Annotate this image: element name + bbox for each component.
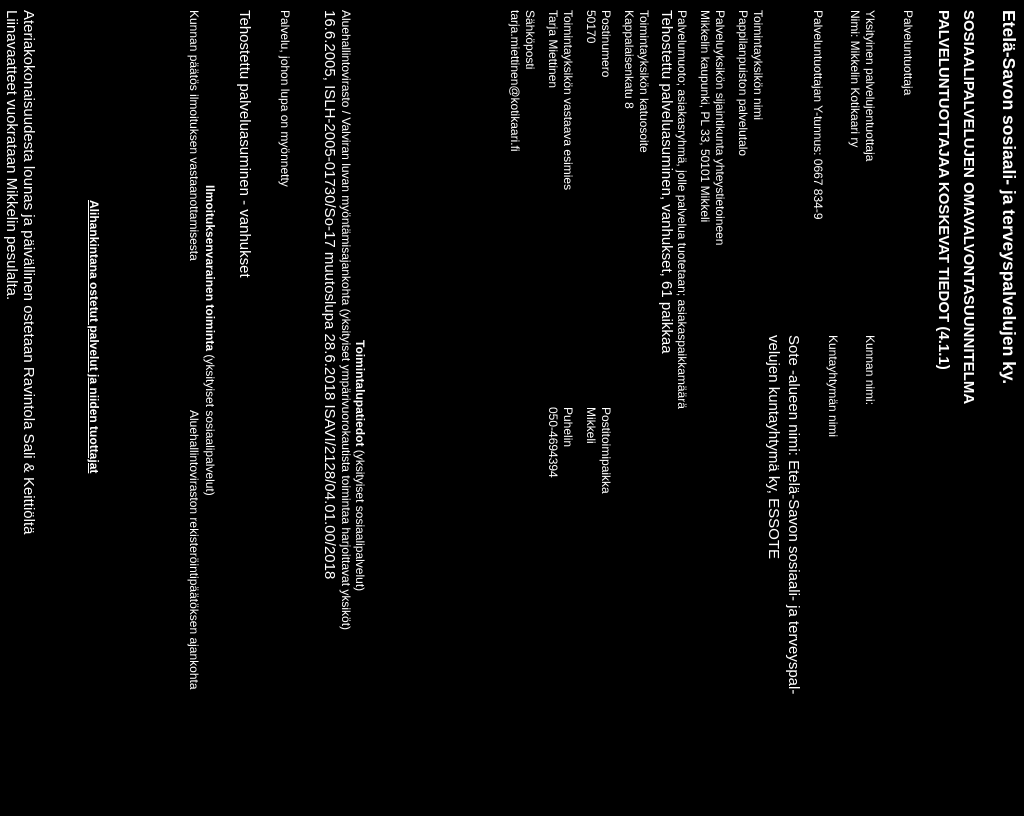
service-form-label: Palvelumuoto; asiakasryhmä, jolle palvelua tuotetaan; asiakaspaikkamäärä [675,10,689,409]
notification-heading-rest: (yksityiset sosiaalipalvelut) [203,351,217,496]
city-value: Mikkeli [584,407,598,444]
permit-heading-rest: (yksityiset sosiaalipalvelut) [353,446,367,592]
header-title: Etelä-Savon sosiaali- ja terveyspalvelujen ky. [999,10,1019,385]
consortium-label: Kuntayhtymän nimi [826,335,840,438]
provider-name: Nimi: Mikkelin Kotikaari ry [848,10,862,148]
permit-line-1: Aluehallintovirasto / Valviran luvan myöntämisajankohta (yksityiset ympärivuorokautista toimintaa harjoittavat yksiköt) [339,10,353,631]
permit-line-2: 16.6.2005, ISLH-2005-01730/So-17 muutoslupa 28.6.2018 ISAVI/2128/04.01.00/2018 [321,10,338,580]
postal-label: Postinumero [599,10,613,78]
manager-label: Toimintayksikön vastaava esimies [561,10,575,191]
location-label: Palveluyksikön sijaintikunta yhteystietoineen [713,10,727,246]
city-label: Postitoimipaikka [599,407,613,494]
provider-heading: Palveluntuottaja [901,10,915,96]
unit-name-label: Toimintayksikön nimi [751,10,765,121]
unit-name-value: Pappilanpuiston palvelutalo [736,10,750,157]
permit-heading-bold: Toimintalupatiedot [353,340,367,447]
email-label: Sähköposti [523,10,537,70]
subcontract-heading: Alihankintana ostetut palvelut ja niiden tuottajat [87,200,101,474]
notification-heading [204,185,216,496]
sote-line-2: velujen kuntayhtymä ky, ESSOTE [765,335,782,559]
sote-line-1: Sote -alueen nimi: Etelä-Savon sosiaali- ja terveyspal- [785,335,802,695]
document-title: SOSIAALIPALVELUJEN OMAVALVONTASUUNNITELMA [960,10,977,405]
permit-service-label: Palvelu, johon lupa on myönnetty [278,10,292,187]
notification-municipal-decision: Kunnan päätös ilmoituksen vastaanottamisesta [187,10,201,261]
section-title: PALVELUNTUOTTAJAA KOSKEVAT TIEDOT (4.1.1) [935,10,952,370]
service-form-value: Tehostettu palveluasuminen, vanhukset, 61 paikkaa [658,10,675,354]
address-label: Toimintayksikön katuosoite [637,10,651,153]
subcontract-line-2: Liinavaatteet vuokrataan Mikkelin pesulalta. [3,10,20,301]
phone-value: 050-4694394 [546,407,560,478]
postal-value: 50170 [584,10,598,44]
business-id: Palveluntuottajan Y-tunnus: 0667 834-9 [811,10,825,220]
municipality-label: Kunnan nimi: [863,335,877,406]
permit-heading [354,340,366,591]
email-value: tarja.miettinen@kotikaari.fi [508,10,522,152]
subcontract-line-1: Ateriakokonaisuudesta lounas ja päivällinen ostetaan Ravintola Sali & Keittiöltä [20,10,37,535]
address-value: Kappalaisenkatu 8 [622,10,636,109]
private-provider-label: Yksityinen palvelujentuottaja [863,10,877,162]
notification-registration-date: Aluehallintoviraston rekisteröintipäätöksen ajankohta [187,410,201,690]
permit-service-value: Tehostettu palveluasuminen - vanhukset [236,10,253,278]
location-value: Mikkelin kaupunki, PL 33, 50101 Mikkeli [698,10,712,223]
manager-value: Tarja Miettinen [546,10,560,89]
notification-heading-bold: Ilmoituksenvarainen toiminta [203,185,217,352]
phone-label: Puhelin [561,407,575,448]
